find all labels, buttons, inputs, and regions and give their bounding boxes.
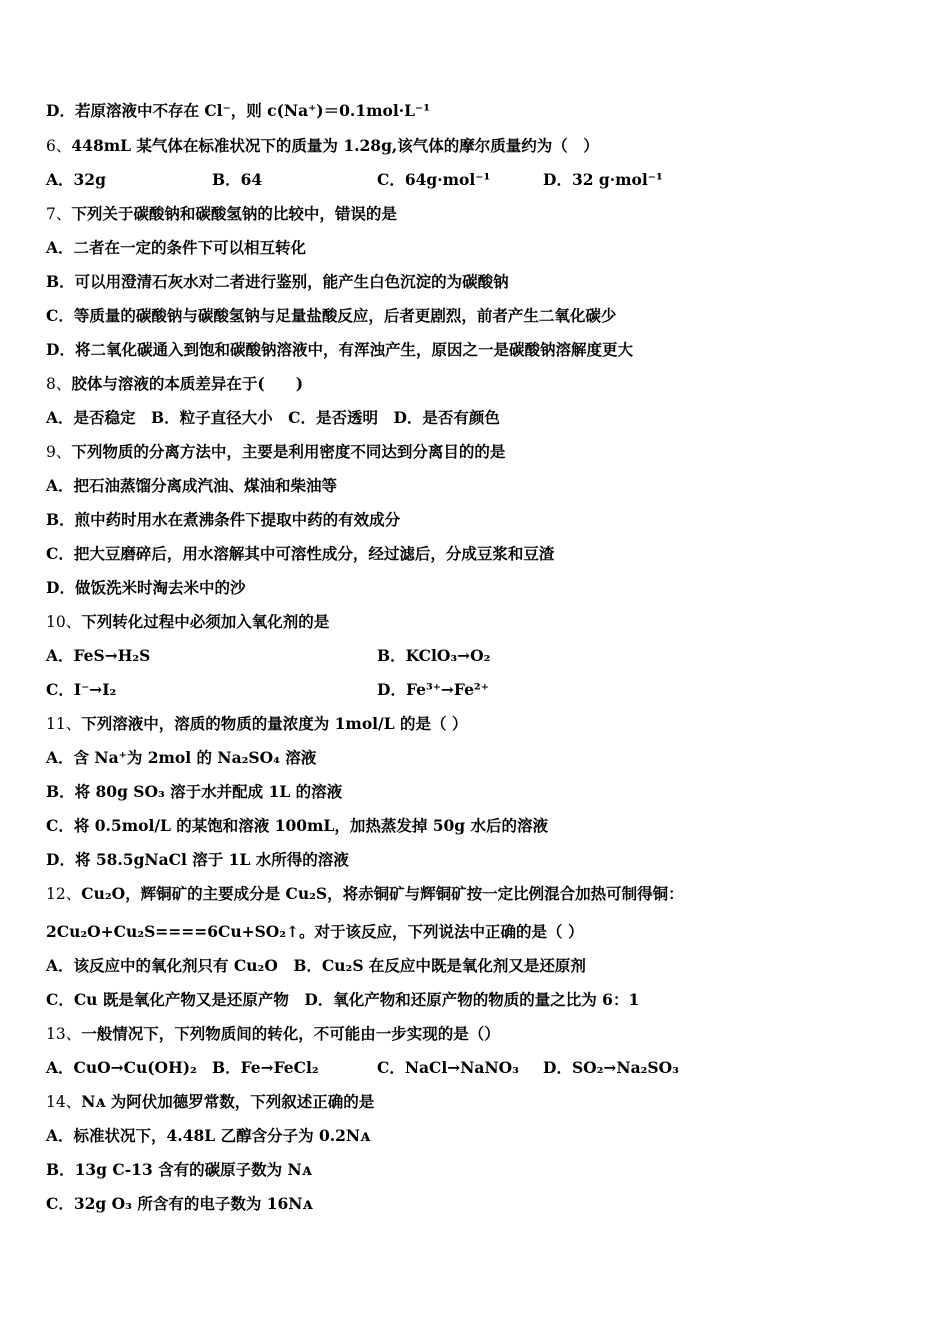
q11-option-a: A．含 Na⁺为 2mol 的 Na₂SO₄ 溶液 [46,748,317,767]
option-a: A．FeS→H₂S [46,646,151,665]
q9-option-a: A．把石油蒸馏分离成汽油、煤油和柴油等 [46,476,338,495]
question-text: 下列关于碳酸钠和碳酸氢钠的比较中，错误的是 [71,204,397,223]
q12-reaction-line: 2Cu₂O+Cu₂S====6Cu+SO₂↑。对于该反应，下列说法中正确的是（ ） [46,922,584,941]
question-12 [46,884,684,904]
question-text: 下列溶液中，溶质的物质的量浓度为 1mol/L 的是（ ） [81,714,468,733]
option-d: D．Fe³⁺→Fe²⁺ [377,680,489,699]
question-9 [46,442,505,462]
question-number: 9、 [46,443,72,461]
q11-option-b: B．将 80g SO₃ 溶于水并配成 1L 的溶液 [46,782,343,801]
option-c: C．NaCl→NaNO₃ [377,1058,519,1077]
option-c: C．64g·mol⁻¹ [377,170,491,189]
q14-option-a: A．标准状况下，4.48L 乙醇含分子为 0.2Nᴀ [46,1126,371,1145]
question-7 [46,204,397,224]
question-11 [46,714,467,734]
question-text: 448mL 某气体在标准状况下的质量为 1.28g,该气体的摩尔质量约为（ ） [71,136,599,155]
question-14 [46,1092,374,1112]
question-number: 12、 [46,885,82,903]
option-d: D．SO₂→Na₂SO₃ [543,1058,679,1077]
question-text: 下列物质的分离方法中，主要是利用密度不同达到分离目的的是 [71,442,506,461]
q9-option-c: C．把大豆磨碎后，用水溶解其中可溶性成分，经过滤后，分成豆浆和豆渣 [46,544,555,563]
q14-option-c: C．32g O₃ 所含有的电子数为 16Nᴀ [46,1194,313,1213]
question-number: 11、 [46,715,82,733]
q5-option-d: D．若原溶液中不存在 Cl⁻，则 c(Na⁺)＝0.1mol·L⁻¹ [46,101,430,120]
question-13 [46,1024,500,1044]
question-text: Cu₂O，辉铜矿的主要成分是 Cu₂S，将赤铜矿与辉铜矿按一定比例混合加热可制得铜： [81,884,684,903]
q7-option-a: A．二者在一定的条件下可以相互转化 [46,238,307,257]
question-10 [46,612,329,632]
q11-option-c: C．将 0.5mol/L 的某饱和溶液 100mL，加热蒸发掉 50g 水后的溶液 [46,816,549,835]
q12-options-ab: A．该反应中的氧化剂只有 Cu₂O B．Cu₂S 在反应中既是氧化剂又是还原剂 [46,956,586,975]
q14-option-b: B．13g C-13 含有的碳原子数为 Nᴀ [46,1160,312,1179]
q11-option-d: D．将 58.5gNaCl 溶于 1L 水所得的溶液 [46,850,349,869]
question-number: 10、 [46,613,82,631]
question-number: 7、 [46,205,72,223]
q7-option-c: C．等质量的碳酸钠与碳酸氢钠与足量盐酸反应，后者更剧烈，前者产生二氧化碳少 [46,306,617,325]
q8-options: A．是否稳定 B．粒子直径大小 C．是否透明 D．是否有颜色 [46,408,500,427]
q7-option-d: D．将二氧化碳通入到饱和碳酸钠溶液中，有浑浊产生，原因之一是碳酸钠溶解度更大 [46,340,633,359]
option-a: A．CuO→Cu(OH)₂ [46,1058,197,1077]
option-b: B．Fe→FeCl₂ [212,1058,319,1077]
q7-option-b: B．可以用澄清石灰水对二者进行鉴别，能产生白色沉淀的为碳酸钠 [46,272,509,291]
question-text: 一般情况下，下列物质间的转化，不可能由一步实现的是（） [81,1024,500,1043]
question-text: 下列转化过程中必须加入氧化剂的是 [81,612,330,631]
option-b: B．KClO₃→O₂ [377,646,491,665]
q9-option-b: B．煎中药时用水在煮沸条件下提取中药的有效成分 [46,510,401,529]
question-8 [46,374,303,394]
question-text: 胶体与溶液的本质差异在于( ) [71,374,304,393]
question-text: Nᴀ 为阿伏加德罗常数，下列叙述正确的是 [81,1092,375,1111]
option-d: D．32 g·mol⁻¹ [543,170,663,189]
question-number: 14、 [46,1093,82,1111]
question-number: 8、 [46,375,72,393]
question-6 [46,136,599,156]
option-a: A．32g [46,170,106,189]
option-c: C．I⁻→I₂ [46,680,117,699]
option-b: B．64 [212,170,263,189]
question-number: 13、 [46,1025,82,1043]
question-number: 6、 [46,137,72,155]
q9-option-d: D．做饭洗米时淘去米中的沙 [46,578,246,597]
q12-options-cd: C．Cu 既是氧化产物又是还原产物 D．氧化产物和还原产物的物质的量之比为 6：1 [46,990,640,1009]
